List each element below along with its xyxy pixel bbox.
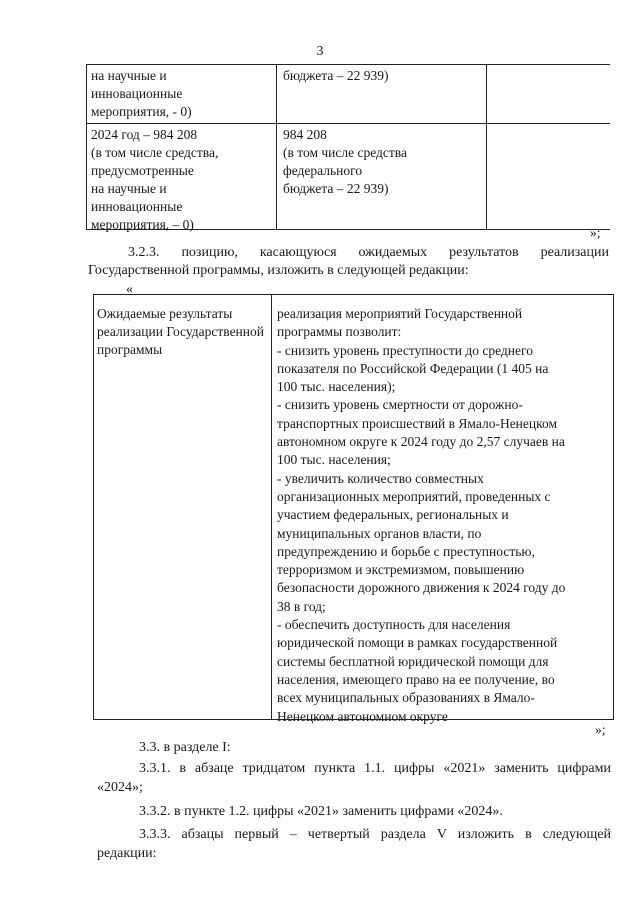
cell-text: на научные и инновационные мероприятия, - 0) <box>91 68 192 119</box>
table-cell <box>87 65 277 123</box>
table-cell <box>272 295 613 724</box>
opening-quote: « <box>126 282 133 297</box>
paragraph-line: «2024»; <box>97 780 143 795</box>
table-cell <box>87 124 277 232</box>
expected-results-table <box>93 294 614 724</box>
cell-text: Ожидаемые результаты реализации Государственной программы <box>97 306 264 357</box>
paragraph-line: 3.3.3. абзацы первый – четвертый раздела V изложить в следующей <box>139 827 611 842</box>
paragraph-line: Государственной программы, изложить в следующей редакции: <box>88 263 469 278</box>
closing-quote: »; <box>590 225 601 240</box>
table-row <box>87 65 610 124</box>
table-cell <box>277 124 487 229</box>
paragraph-line: 3.3.2. в пункте 1.2. цифры «2021» заменить цифрами «2024». <box>139 804 503 819</box>
cell-text: 984 208 (в том числе средства федерального бюджета – 22 939) <box>283 127 407 196</box>
table-row <box>87 124 610 232</box>
cell-text: 2024 год – 984 208 (в том числе средства, предусмотренные на научные и инновационные мероприятия, – 0) <box>91 127 219 232</box>
page-number: 3 <box>316 44 324 59</box>
paragraph-line: 3.3. в разделе I: <box>139 740 231 755</box>
cell-text: бюджета – 22 939) <box>283 68 389 83</box>
closing-quote: »; <box>595 722 606 737</box>
paragraph-line: редакции: <box>97 846 157 861</box>
table-cell <box>277 65 487 123</box>
table-cell <box>487 124 610 229</box>
funding-table <box>86 64 610 230</box>
paragraph-line: 3.3.1. в абзаце тридцатом пункта 1.1. цифры «2021» заменить цифрами <box>139 761 611 776</box>
table-cell <box>94 295 272 719</box>
cell-text: реализация мероприятий Государственной программы позволит: - снизить уровень преступности до среднего показателя по Российской Федерации (1 405 на 100 тыс. населения); - снизить уровень смертности от дорожно- транспортных происшествий в Ямало-Ненецком автономном округе к 2024 году до 2,57 случаев на 100 тыс. населения; - увеличить количество совместных организационных мероприятий, проведенных с участием федеральных, региональных и муниципальных органов власти, по предупреждению и борьбе с преступностью, терроризмом и экстремизмом, повышению безопасности дорожного движения к 2024 году до 38 в год; - обеспечить доступность для населения юридической помощи в рамках государственной системы бесплатной юридической помощи для населения, имеющего право на ее получение, во всех муниципальных образованиях в Ямало- Ненецком автономном округе <box>277 306 566 724</box>
table-cell <box>487 65 610 123</box>
paragraph-line: 3.2.3. позицию, касающуюся ожидаемых результатов реализации <box>128 245 609 260</box>
